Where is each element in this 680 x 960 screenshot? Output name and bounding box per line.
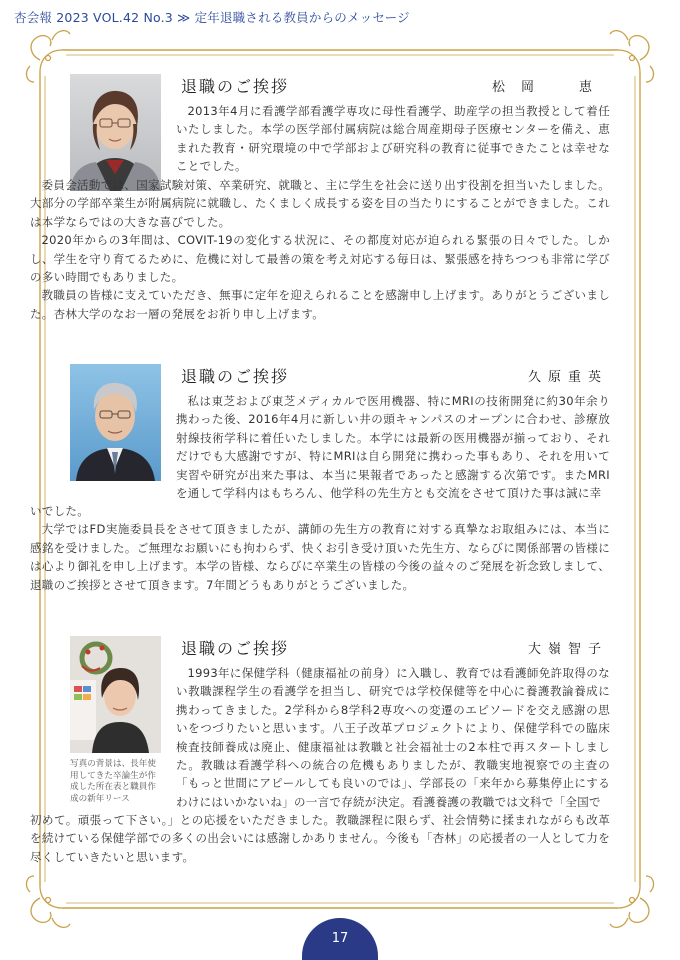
section-body xyxy=(176,664,610,811)
paragraph: 私は東芝および東芝メディカルで医用機器、特にMRIの技術開発に約30年余り携わった後、2016年4月に新しい井の頭キャンパスのオープンに合わせ、診療放射線技術学科に着任いたしました。本学には最新の医用機器が揃っており、それだけでも大感謝ですが、特にMRIは自ら開発に携わった事もあり、それを用いて実習や研究が出来た事は、本当に果報者であったと感謝する次第です。またMRIを通して学科内はもちろん、他学科の先生方とも交流をさせて頂けた事は誠に幸 xyxy=(176,394,610,501)
section-body xyxy=(176,102,610,176)
paragraph: 大学ではFD実施委員長をさせて頂きましたが、講師の先生方の教育に対する真摯なお取組みには、本当に感銘を受けました。ご無理なお願いにも拘わらず、快くお引き受け頂いた先生方、ならびに関係部署の皆様には心より御礼を申し上げます。本学の皆様、ならびに卒業生の皆様の今後の益々のご発展を祈念致しまして、退職のご挨拶とさせて頂きます。7年間どうもありがとうございました。 xyxy=(30,522,610,592)
page-header: 杏会報 2023 VOL.42 No.3 ≫ 定年退職される教員からのメッセージ xyxy=(14,10,410,25)
paragraph-continued: いでした。 xyxy=(30,504,89,518)
author-name: 久原重英 xyxy=(527,370,608,385)
portrait-photo xyxy=(70,364,161,481)
paragraph: 1993年に保健学科（健康福祉の前身）に入職し、教育では看護師免許取得のない教職課程学生の看護学を担当し、研究では学校保健等を中心に養護教論養成に携わってきました。2学科から8学科2専攻への変遷のエピソードを交え感謝の思いをつづりたいと思います。八王子改革プロジェクトにより、保健学科での臨床検査技師養成は廃止、健康福祉は教職と社会福祉士の2本柱で再スタートしました。教職は看護学科への統合の危機もありましたが、教職実地視察での主査の「もっと世間にアピールしても良いのでは」、学部長の「来年から募集停止にするわけにはいかないね」の一言で存続が決定。看護養護の教職では文科で「全国で xyxy=(176,666,610,809)
section-body-wide xyxy=(30,811,610,866)
section-title: 退職のご挨拶 xyxy=(181,77,290,96)
portrait-photo xyxy=(70,636,161,804)
portrait-photo xyxy=(70,74,161,191)
corner-ornament-top-right xyxy=(610,31,653,82)
message-section-3 xyxy=(30,636,610,886)
portrait-woman-glasses-image xyxy=(70,74,161,191)
portrait-man-suit-image xyxy=(70,364,161,481)
corner-ornament-bottom-left xyxy=(27,876,70,927)
section-title: 退職のご挨拶 xyxy=(181,367,290,386)
message-section-2 xyxy=(30,364,610,608)
section-title: 退職のご挨拶 xyxy=(181,639,290,658)
author-name: 大嶺智子 xyxy=(527,642,608,657)
message-section-1 xyxy=(30,74,610,344)
paragraph: 委員会活動では、国家試験対策、卒業研究、就職と、主に学生を社会に送り出す役割を担当いたしました。大部分の学部卒業生が附属病院に就職し、たくましく成長する姿を目の当たりにすることができました。これは本学ならではの大きな喜びでした。 xyxy=(30,178,610,229)
portrait-woman-wreath-image xyxy=(70,636,161,753)
section-body xyxy=(176,392,610,502)
paragraph: 2020年からの3年間は、COVIT-19の変化する状況に、その都度対応が迫られる緊張の日々でした。しかし、学生を守り育てるために、危機に対して最善の策を考え対応する毎日は、緊張感を持ちつつも非常に学びの多い時間でもありました。 xyxy=(30,233,610,285)
corner-ornament-top-left xyxy=(27,31,70,82)
author-name: 松岡 恵 xyxy=(491,80,608,95)
photo-caption: 写真の背景は、長年使用してきた卒論生が作成した所在表と職員作成の新年リース xyxy=(70,759,156,804)
section-body-wide xyxy=(30,502,610,594)
paragraph-continued: 初めて。頑張って下さい。」との応援をいただきました。教職課程に限らず、社会情勢に揉まれながらも改革を続けている保健学部での多くの出会いには感謝しかありません。今後も「杏林」の応援者の一人として力を尽くしていきたいと思います。 xyxy=(30,813,610,864)
page-number: 17 xyxy=(331,931,349,946)
paragraph: 2013年4月に看護学部看護学専攻に母性看護学、助産学の担当教授として着任いたしました。本学の医学部付属病院は総合周産期母子医療センターを備え、恵まれた教育・研究環境の中で学部および研究科の教育に従事できたことは幸せなことでした。 xyxy=(176,104,610,174)
section-body-wide xyxy=(30,176,610,323)
paragraph: 教職員の皆様に支えていただき、無事に定年を迎えられることを感謝申し上げます。ありがとうございました。杏林大学のなお一層の発展をお祈り申し上げます。 xyxy=(30,288,610,321)
corner-ornament-bottom-right xyxy=(610,876,653,927)
